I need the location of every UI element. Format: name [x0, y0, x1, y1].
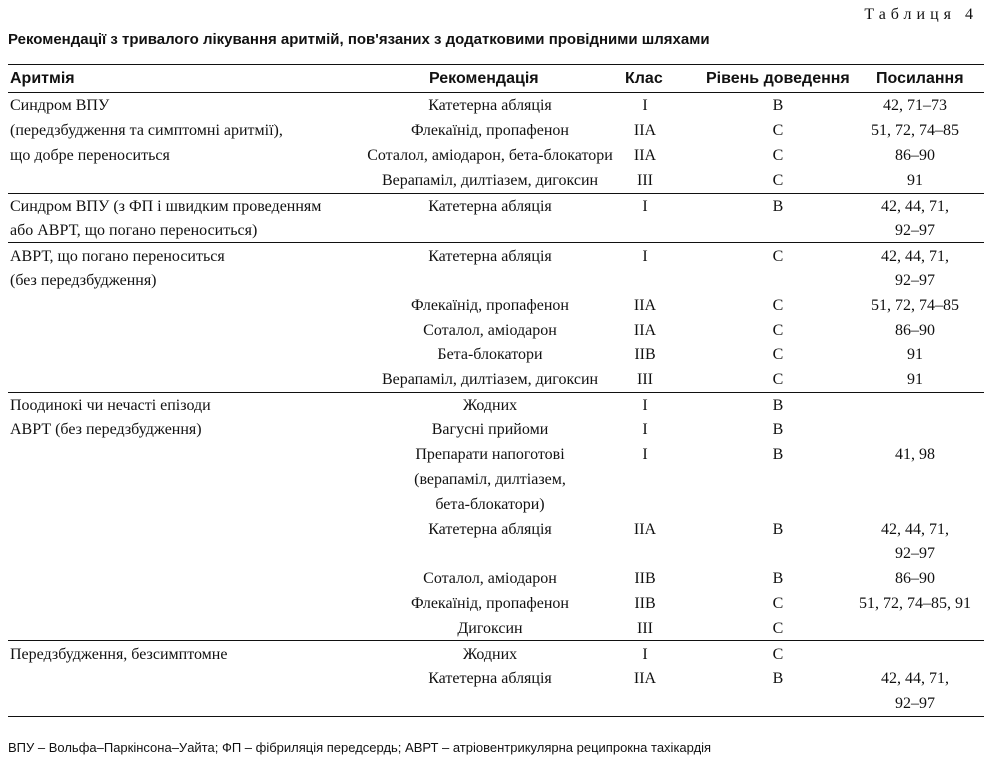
cell-recommendation: Флекаїнід, пропафенон [411, 595, 569, 612]
cell-refs: 42, 71–73 [883, 97, 947, 114]
cell-arrhythmia: Передзбудження, безсимптомне [10, 646, 228, 663]
cell-refs: 86–90 [895, 147, 935, 164]
header-bottom-rule [8, 92, 984, 93]
cell-level: B [772, 670, 784, 687]
cell-refs: 92–97 [895, 222, 935, 239]
cell-level: C [772, 371, 784, 388]
header-recommendation: Рекомендація [429, 70, 539, 87]
cell-recommendation: Соталол, аміодарон, бета-блокатори [367, 147, 613, 164]
cell-level: B [772, 421, 784, 438]
cell-level: C [772, 122, 784, 139]
cell-recommendation: Верапаміл, дилтіазем, дигоксин [381, 371, 599, 388]
cell-refs: 92–97 [895, 272, 935, 289]
cell-recommendation: Верапаміл, дилтіазем, дигоксин [381, 172, 599, 189]
header-class: Клас [625, 70, 663, 87]
cell-refs: 42, 44, 71, [881, 670, 949, 687]
cell-arrhythmia: АВРТ (без передзбудження) [10, 421, 202, 438]
cell-class: I [642, 397, 648, 414]
cell-recommendation: Катетерна абляція [428, 97, 552, 114]
cell-class: III [637, 371, 653, 388]
cell-recommendation: Жодних [462, 397, 518, 414]
cell-refs: 42, 44, 71, [881, 198, 949, 215]
cell-class: I [642, 646, 648, 663]
cell-refs: 92–97 [895, 545, 935, 562]
cell-recommendation: Катетерна абляція [428, 248, 552, 265]
cell-class: III [637, 172, 653, 189]
cell-level: B [772, 97, 784, 114]
cell-level: C [772, 297, 784, 314]
cell-level: B [772, 198, 784, 215]
cell-refs: 51, 72, 74–85, 91 [859, 595, 971, 612]
group-divider [8, 640, 984, 641]
cell-class: IIA [633, 521, 657, 538]
cell-arrhythmia: що добре переноситься [10, 147, 170, 164]
header-level: Рівень доведення [706, 70, 850, 87]
cell-level: C [772, 147, 784, 164]
cell-arrhythmia: Поодинокі чи нечасті епізоди [10, 397, 211, 414]
cell-recommendation: Дигоксин [457, 620, 523, 637]
cell-class: I [642, 446, 648, 463]
cell-refs: 42, 44, 71, [881, 248, 949, 265]
cell-level: C [772, 248, 784, 265]
cell-arrhythmia: Синдром ВПУ [10, 97, 110, 114]
cell-refs: 91 [907, 172, 923, 189]
cell-level: C [772, 346, 784, 363]
cell-class: IIA [633, 297, 657, 314]
footnote: ВПУ – Вольфа–Паркінсона–Уайта; ФП – фібриляція передсердь; АВРТ – атріовентрикулярна реципрокна тахікардія [8, 740, 712, 755]
cell-refs: 92–97 [895, 695, 935, 712]
cell-recommendation: бета-блокатори) [435, 496, 545, 513]
header-arrhythmia: Аритмія [10, 70, 75, 87]
cell-level: B [772, 446, 784, 463]
header-top-rule [8, 64, 984, 65]
cell-refs: 91 [907, 346, 923, 363]
cell-recommendation: Соталол, аміодарон [423, 570, 557, 587]
group-divider [8, 392, 984, 393]
group-divider [8, 193, 984, 194]
group-divider [8, 242, 984, 243]
cell-recommendation: Катетерна абляція [428, 670, 552, 687]
cell-arrhythmia: або АВРТ, що погано переноситься) [10, 222, 258, 239]
cell-class: I [642, 198, 648, 215]
cell-level: C [772, 322, 784, 339]
cell-class: III [637, 620, 653, 637]
cell-recommendation: Препарати напоготові [415, 446, 565, 463]
cell-recommendation: Вагусні прийоми [431, 421, 549, 438]
cell-arrhythmia: Синдром ВПУ (з ФП і швидким проведенням [10, 198, 322, 215]
cell-class: IIB [634, 595, 656, 612]
cell-class: I [642, 97, 648, 114]
cell-class: IIB [634, 570, 656, 587]
cell-recommendation: (верапаміл, дилтіазем, [414, 471, 566, 488]
cell-class: IIA [633, 147, 657, 164]
cell-arrhythmia: (без передзбудження) [10, 272, 157, 289]
cell-refs: 86–90 [895, 570, 935, 587]
cell-recommendation: Соталол, аміодарон [423, 322, 557, 339]
cell-level: C [772, 620, 784, 637]
cell-refs: 86–90 [895, 322, 935, 339]
cell-level: C [772, 646, 784, 663]
cell-level: B [772, 521, 784, 538]
cell-refs: 51, 72, 74–85 [871, 122, 959, 139]
cell-class: IIB [634, 346, 656, 363]
cell-recommendation: Катетерна абляція [428, 521, 552, 538]
cell-recommendation: Бета-блокатори [437, 346, 543, 363]
cell-class: IIA [633, 122, 657, 139]
cell-class: IIA [633, 322, 657, 339]
cell-class: I [642, 421, 648, 438]
cell-level: C [772, 595, 784, 612]
cell-recommendation: Катетерна абляція [428, 198, 552, 215]
cell-refs: 41, 98 [895, 446, 935, 463]
table-title: Рекомендації з тривалого лікування аритмій, пов'язаних з додатковими провідними шляхами [8, 31, 710, 48]
header-refs: Посилання [876, 70, 964, 87]
cell-recommendation: Флекаїнід, пропафенон [411, 297, 569, 314]
cell-refs: 42, 44, 71, [881, 521, 949, 538]
cell-arrhythmia: АВРТ, що погано переноситься [10, 248, 225, 265]
cell-level: B [772, 397, 784, 414]
cell-class: IIA [633, 670, 657, 687]
table-caption: Таблиця 4 [864, 6, 978, 23]
cell-recommendation: Жодних [462, 646, 518, 663]
cell-arrhythmia: (передзбудження та симптомні аритмії), [10, 122, 283, 139]
cell-class: I [642, 248, 648, 265]
cell-level: C [772, 172, 784, 189]
cell-refs: 51, 72, 74–85 [871, 297, 959, 314]
cell-recommendation: Флекаїнід, пропафенон [411, 122, 569, 139]
cell-level: B [772, 570, 784, 587]
table-bottom-rule [8, 716, 984, 717]
cell-refs: 91 [907, 371, 923, 388]
